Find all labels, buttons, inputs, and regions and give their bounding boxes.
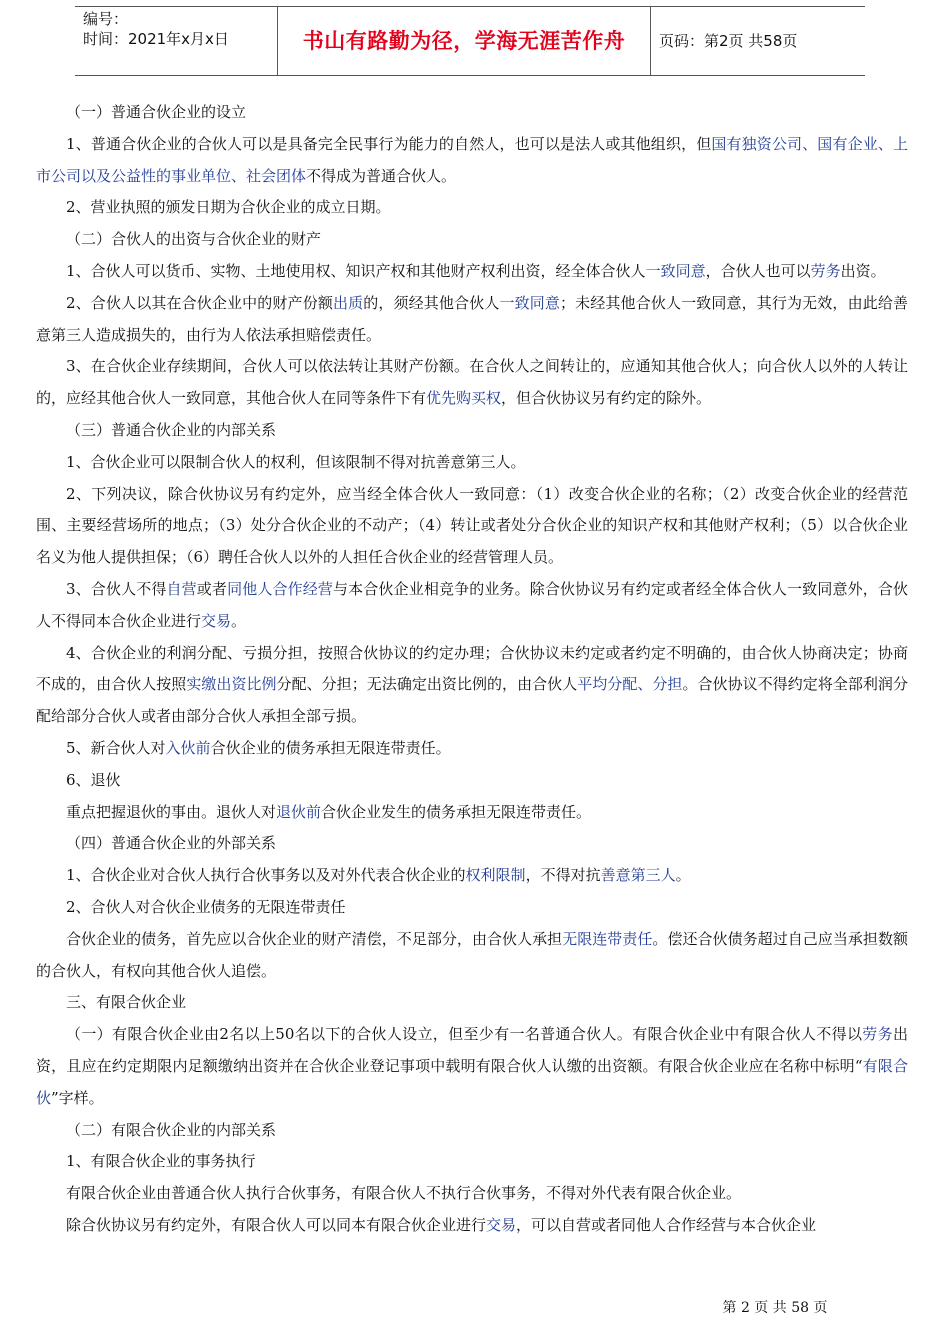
highlighted-term: 退伙前: [276, 802, 322, 821]
highlighted-term: 优先购买权: [426, 389, 502, 408]
highlighted-term: 国有独资公司、国有企业、上市公司以及公益性的事业单位、社会团体: [36, 134, 908, 185]
paragraph-text: 或者: [196, 579, 228, 598]
paragraph: [36, 129, 908, 193]
document-body: [36, 97, 908, 1242]
paragraph-text: ，可以自营或者同他人合作经营与本合伙企业: [516, 1215, 817, 1234]
paragraph-text: 2、合伙人以其在合伙企业中的财产份额: [66, 293, 333, 312]
paragraph-text: 出资。: [840, 261, 886, 280]
paragraph-text: 与本合伙企业相竞争的业务。除合伙协议另有约定或者经全体合伙人一致同意外，合伙人不得同本合伙企业进行: [36, 579, 908, 630]
paragraph-text: 重点把握退伙的事由。退伙人对: [66, 802, 277, 821]
paragraph: [36, 351, 908, 415]
paragraph: [36, 1146, 908, 1178]
paragraph: [36, 1178, 908, 1210]
highlighted-term: 交易: [201, 611, 232, 630]
header-motto: 书山有路勤为径，学海无涯苦作舟: [277, 7, 651, 75]
highlighted-term: 一致同意: [499, 293, 561, 312]
highlighted-term: 自营: [166, 579, 197, 598]
document-number-label: 编号：: [83, 10, 129, 28]
paragraph-text: 三、有限合伙企业: [66, 993, 187, 1012]
paragraph-text: 除合伙协议另有约定外，有限合伙人可以同本有限合伙企业进行: [66, 1215, 487, 1234]
paragraph-text: （二）合伙人的出资与合伙企业的财产: [66, 230, 322, 249]
highlighted-term: 有限合伙: [36, 1056, 908, 1107]
footer-page-number: 第 2 页 共 58 页: [722, 1300, 828, 1316]
paragraph-text: （一）普通合伙企业的设立: [66, 103, 247, 121]
paragraph-text: 3、合伙人不得: [66, 579, 167, 598]
document-time-label: 时间：2021年x月x日: [83, 30, 229, 48]
paragraph: [36, 256, 908, 288]
highlighted-term: 同他人合作经营: [227, 579, 334, 598]
highlighted-term: 平均分配、分担: [577, 675, 683, 694]
page-footer: [0, 1297, 950, 1317]
paragraph-text: 2、下列决议，除合伙协议另有约定外，应当经全体合伙人一致同意：（1）改变合伙企业的名称；（2）改变合伙企业的经营范围、主要经营场所的地点；（3）处分合伙企业的不动产；（4）转让或者处分合伙企业的知识产权和其他财产权利；（5）以合伙企业名义为他人提供担保；（6）聘任合伙人以外的人担任合伙企业的经营管理人员。: [36, 484, 908, 567]
highlighted-term: 出质: [332, 293, 364, 312]
paragraph-text: 5、新合伙人对: [66, 738, 166, 757]
paragraph-text: ，合伙人也可以: [705, 261, 811, 280]
header-meta: [75, 7, 277, 77]
highlighted-term: 劳务: [810, 261, 841, 280]
page-header: [75, 6, 865, 76]
paragraph: [36, 447, 908, 479]
paragraph-text: 。偿还合伙债务超过自己应当承担数额的合伙人，有权向其他合伙人追偿。: [36, 929, 908, 980]
paragraph-text: ，但合伙协议另有约定的除外。: [501, 389, 712, 408]
highlighted-term: 交易: [486, 1215, 517, 1234]
paragraph: [36, 797, 908, 829]
paragraph-text: 有限合伙企业由普通合伙人执行合伙事务，有限合伙人不执行合伙事务，不得对外代表有限合伙企业。: [66, 1184, 742, 1203]
paragraph-text: 合伙企业发生的债务承担无限连带责任。: [321, 802, 592, 821]
highlighted-term: 权利限制: [465, 866, 526, 885]
paragraph-text: （四）普通合伙企业的外部关系: [66, 834, 277, 853]
paragraph: [36, 1115, 908, 1147]
paragraph-text: 出资，且应在约定期限内足额缴纳出资并在合伙企业登记事项中载明有限合伙人认缴的出资额。有限合伙企业应在名称中标明“: [36, 1025, 908, 1075]
paragraph: [36, 638, 908, 733]
paragraph: [36, 892, 908, 924]
highlighted-term: 善意第三人: [600, 866, 676, 885]
paragraph: [36, 224, 908, 256]
paragraph-text: 3、在合伙企业存续期间，合伙人可以依法转让其财产份额。在合伙人之间转让的，应通知其他合伙人；向合伙人以外的人转让的，应经其他合伙人一致同意，其他合伙人在同等条件下有: [36, 357, 908, 408]
paragraph: [36, 574, 908, 638]
paragraph: [36, 860, 908, 892]
paragraph: [36, 415, 908, 447]
paragraph: [36, 924, 908, 988]
paragraph-text: 6、退伙: [66, 770, 121, 789]
paragraph-text: 。: [231, 611, 247, 630]
paragraph-text: 1、普通合伙企业的合伙人可以是具备完全民事行为能力的自然人，也可以是法人或其他组织，但: [66, 134, 712, 153]
paragraph-text: 2、合伙人对合伙企业债务的无限连带责任: [66, 897, 346, 916]
paragraph-text: 的，须经其他合伙人: [363, 293, 500, 312]
paragraph-text: 合伙企业的债务承担无限连带责任。: [210, 738, 451, 757]
paragraph: [36, 192, 908, 224]
paragraph: [36, 1019, 908, 1114]
paragraph-text: 合伙企业的债务，首先应以合伙企业的财产清偿，不足部分，由合伙人承担: [66, 929, 563, 948]
highlighted-term: 实缴出资比例: [186, 675, 277, 694]
paragraph-text: 1、合伙企业对合伙人执行合伙事务以及对外代表合伙企业的: [66, 866, 466, 885]
paragraph-text: 1、有限合伙企业的事务执行: [66, 1152, 256, 1171]
paragraph: [36, 97, 908, 129]
paragraph-text: 2、营业执照的颁发日期为合伙企业的成立日期。: [66, 198, 391, 217]
highlighted-term: 入伙前: [165, 738, 211, 757]
paragraph: [36, 765, 908, 797]
paragraph: [36, 479, 908, 574]
paragraph-text: ；未经其他合伙人一致同意，其行为无效，由此给善意第三人造成损失的，由行为人依法承担赔偿责任。: [36, 293, 908, 344]
paragraph-text: （三）普通合伙企业的内部关系: [66, 420, 277, 439]
paragraph-text: 分配、分担；无法确定出资比例的，由合伙人: [276, 675, 578, 694]
paragraph-text: 1、合伙企业可以限制合伙人的权利，但该限制不得对抗善意第三人。: [66, 452, 526, 471]
paragraph: [36, 288, 908, 352]
paragraph: [36, 987, 908, 1019]
paragraph-text: （一）有限合伙企业由2名以上50名以下的合伙人设立，但至少有一名普通合伙人。有限合伙企业中有限合伙人不得以: [66, 1025, 863, 1044]
highlighted-term: 劳务: [862, 1025, 893, 1044]
paragraph: [36, 733, 908, 765]
paragraph-text: 4、合伙企业的利润分配、亏损分担，按照合伙协议的约定办理；合伙协议未约定或者约定不明确的，由合伙人协商决定；协商不成的，由合伙人按照: [36, 643, 908, 694]
paragraph-text: 1、合伙人可以货币、实物、土地使用权、知识产权和其他财产权利出资，经全体合伙人: [66, 261, 646, 280]
paragraph-text: （二）有限合伙企业的内部关系: [66, 1120, 277, 1139]
paragraph-text: ，不得对抗: [525, 866, 601, 885]
paragraph-text: 。合伙协议不得约定将全部利润分配给部分合伙人或者由部分合伙人承担全部亏损。: [36, 675, 908, 726]
paragraph-text: 。: [675, 866, 691, 885]
paragraph: [36, 828, 908, 860]
header-page-label: 页码：第2页 共58页: [659, 32, 798, 50]
highlighted-term: 无限连带责任: [562, 929, 653, 948]
paragraph-text: 不得成为普通合伙人。: [306, 166, 457, 185]
paragraph: [36, 1210, 908, 1242]
highlighted-term: 一致同意: [645, 261, 706, 280]
paragraph-text: ”字样。: [51, 1088, 104, 1107]
